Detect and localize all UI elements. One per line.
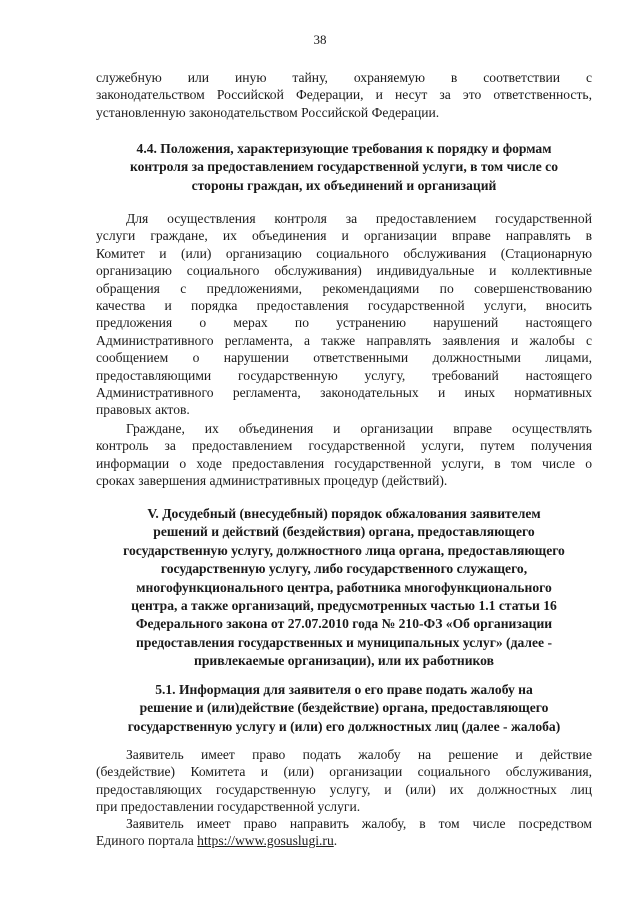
- text-line: сообщением о нарушении ответственными должностными лицами,: [96, 350, 592, 366]
- intro-paragraph: [96, 69, 592, 121]
- heading-line: многофункционального центра, работника многофункционального: [136, 579, 552, 595]
- heading-line: государственную услугу, должностного лица органа, предоставляющего: [123, 542, 565, 558]
- heading-line: Федерального закона от 27.07.2010 года № 210-ФЗ «Об организации: [135, 616, 553, 632]
- text-line: (бездействие) Комитета и (или) организации социального обслуживания,: [96, 764, 592, 780]
- text-line: предоставляющих государственную услугу, и (или) их должностных лиц: [96, 781, 592, 797]
- text-line: Для осуществления контроля за предоставлением государственной: [126, 211, 592, 226]
- text-line: Административного регламента, законодательных и иных нормативных: [96, 384, 592, 400]
- heading-line: решение и (или)действие (бездействие) органа, предоставляющего: [139, 700, 549, 716]
- page-number: 38: [313, 32, 327, 47]
- text-line: [96, 832, 592, 849]
- heading-line: государственную услугу и (или) его должностных лиц (далее - жалоба): [127, 718, 561, 734]
- text-line: Заявитель имеет право подать жалобу на решение и действие: [126, 747, 592, 762]
- section-heading-4-4: [90, 140, 598, 195]
- portal-text: Единого портала: [96, 833, 194, 849]
- text-line: Административного регламента, а также направлять заявления и жалобы с: [96, 332, 592, 348]
- paragraph-complaint-right: [96, 746, 592, 816]
- period-text: .: [333, 833, 338, 849]
- heading-line: предоставления государственных и муниципальных услуг» (далее -: [135, 634, 553, 650]
- heading-line: привлекаемые организации), или их работников: [194, 653, 494, 669]
- text-line: установленную законодательством Российской Федерации.: [96, 104, 440, 120]
- text-line: при предоставлении государственной услуги.: [96, 799, 361, 815]
- heading-line: 5.1. Информация для заявителя о его праве подать жалобу на: [155, 682, 533, 697]
- text-line: Заявитель имеет право направить жалобу, в том числе посредством: [126, 816, 592, 831]
- text-line: Комитет и (или) организацию социального обслуживания (Стационарную: [96, 245, 592, 261]
- text-line: сроках завершения административных процедур (действий).: [96, 473, 448, 489]
- heading-line: 4.4. Положения, характеризующие требования к порядку и формам: [136, 141, 552, 156]
- text-line: обращения с предложениями, рекомендациями по совершенствованию: [96, 280, 592, 296]
- heading-line: V. Досудебный (внесудебный) порядок обжалования заявителем: [147, 506, 541, 521]
- text-line: информации о ходе предоставления государственной услуги, в том числе о: [96, 455, 592, 471]
- text-line: правовых актов.: [96, 402, 190, 418]
- section-heading-5-1: [90, 681, 598, 736]
- heading-line: центра, а также организаций, предусмотренных частью 1.1 статьи 16: [131, 597, 557, 613]
- paragraph-citizens: [96, 420, 592, 490]
- paragraph-portal: [96, 815, 592, 850]
- paragraph-control: [96, 210, 592, 419]
- text-line: законодательством Российской Федерации, и несут за это ответственность,: [96, 87, 592, 103]
- heading-line: контроля за предоставлением государственной услуги, в том числе со: [129, 159, 559, 175]
- text-line: служебную или иную тайну, охраняемую в соответствии с: [96, 70, 592, 85]
- text-line: предоставляющими государственную услугу, требований настоящего: [96, 367, 592, 383]
- text-line: услуги граждане, их объединения и организации вправе направлять в: [96, 228, 592, 244]
- text-line: Граждане, их объединения и организации вправе осуществлять: [126, 421, 592, 436]
- gosuslugi-link[interactable]: https://www.gosuslugi.ru: [197, 833, 334, 849]
- heading-line: стороны граждан, их объединений и организаций: [191, 177, 497, 193]
- heading-line: решений и действий (бездействия) органа, предоставляющего: [153, 524, 535, 540]
- text-line: организацию социального обслуживания) индивидуальные и коллективные: [96, 263, 592, 279]
- text-line: контроль за предоставлением государственной услуги, путем получения: [96, 438, 592, 454]
- heading-line: государственную услугу, либо государственного служащего,: [160, 561, 528, 577]
- section-heading-v: [90, 505, 598, 671]
- text-line: качества и порядка предоставления государственной услуги, вносить: [96, 297, 592, 313]
- text-line: предложения о мерах по устранению нарушений настоящего: [96, 315, 592, 331]
